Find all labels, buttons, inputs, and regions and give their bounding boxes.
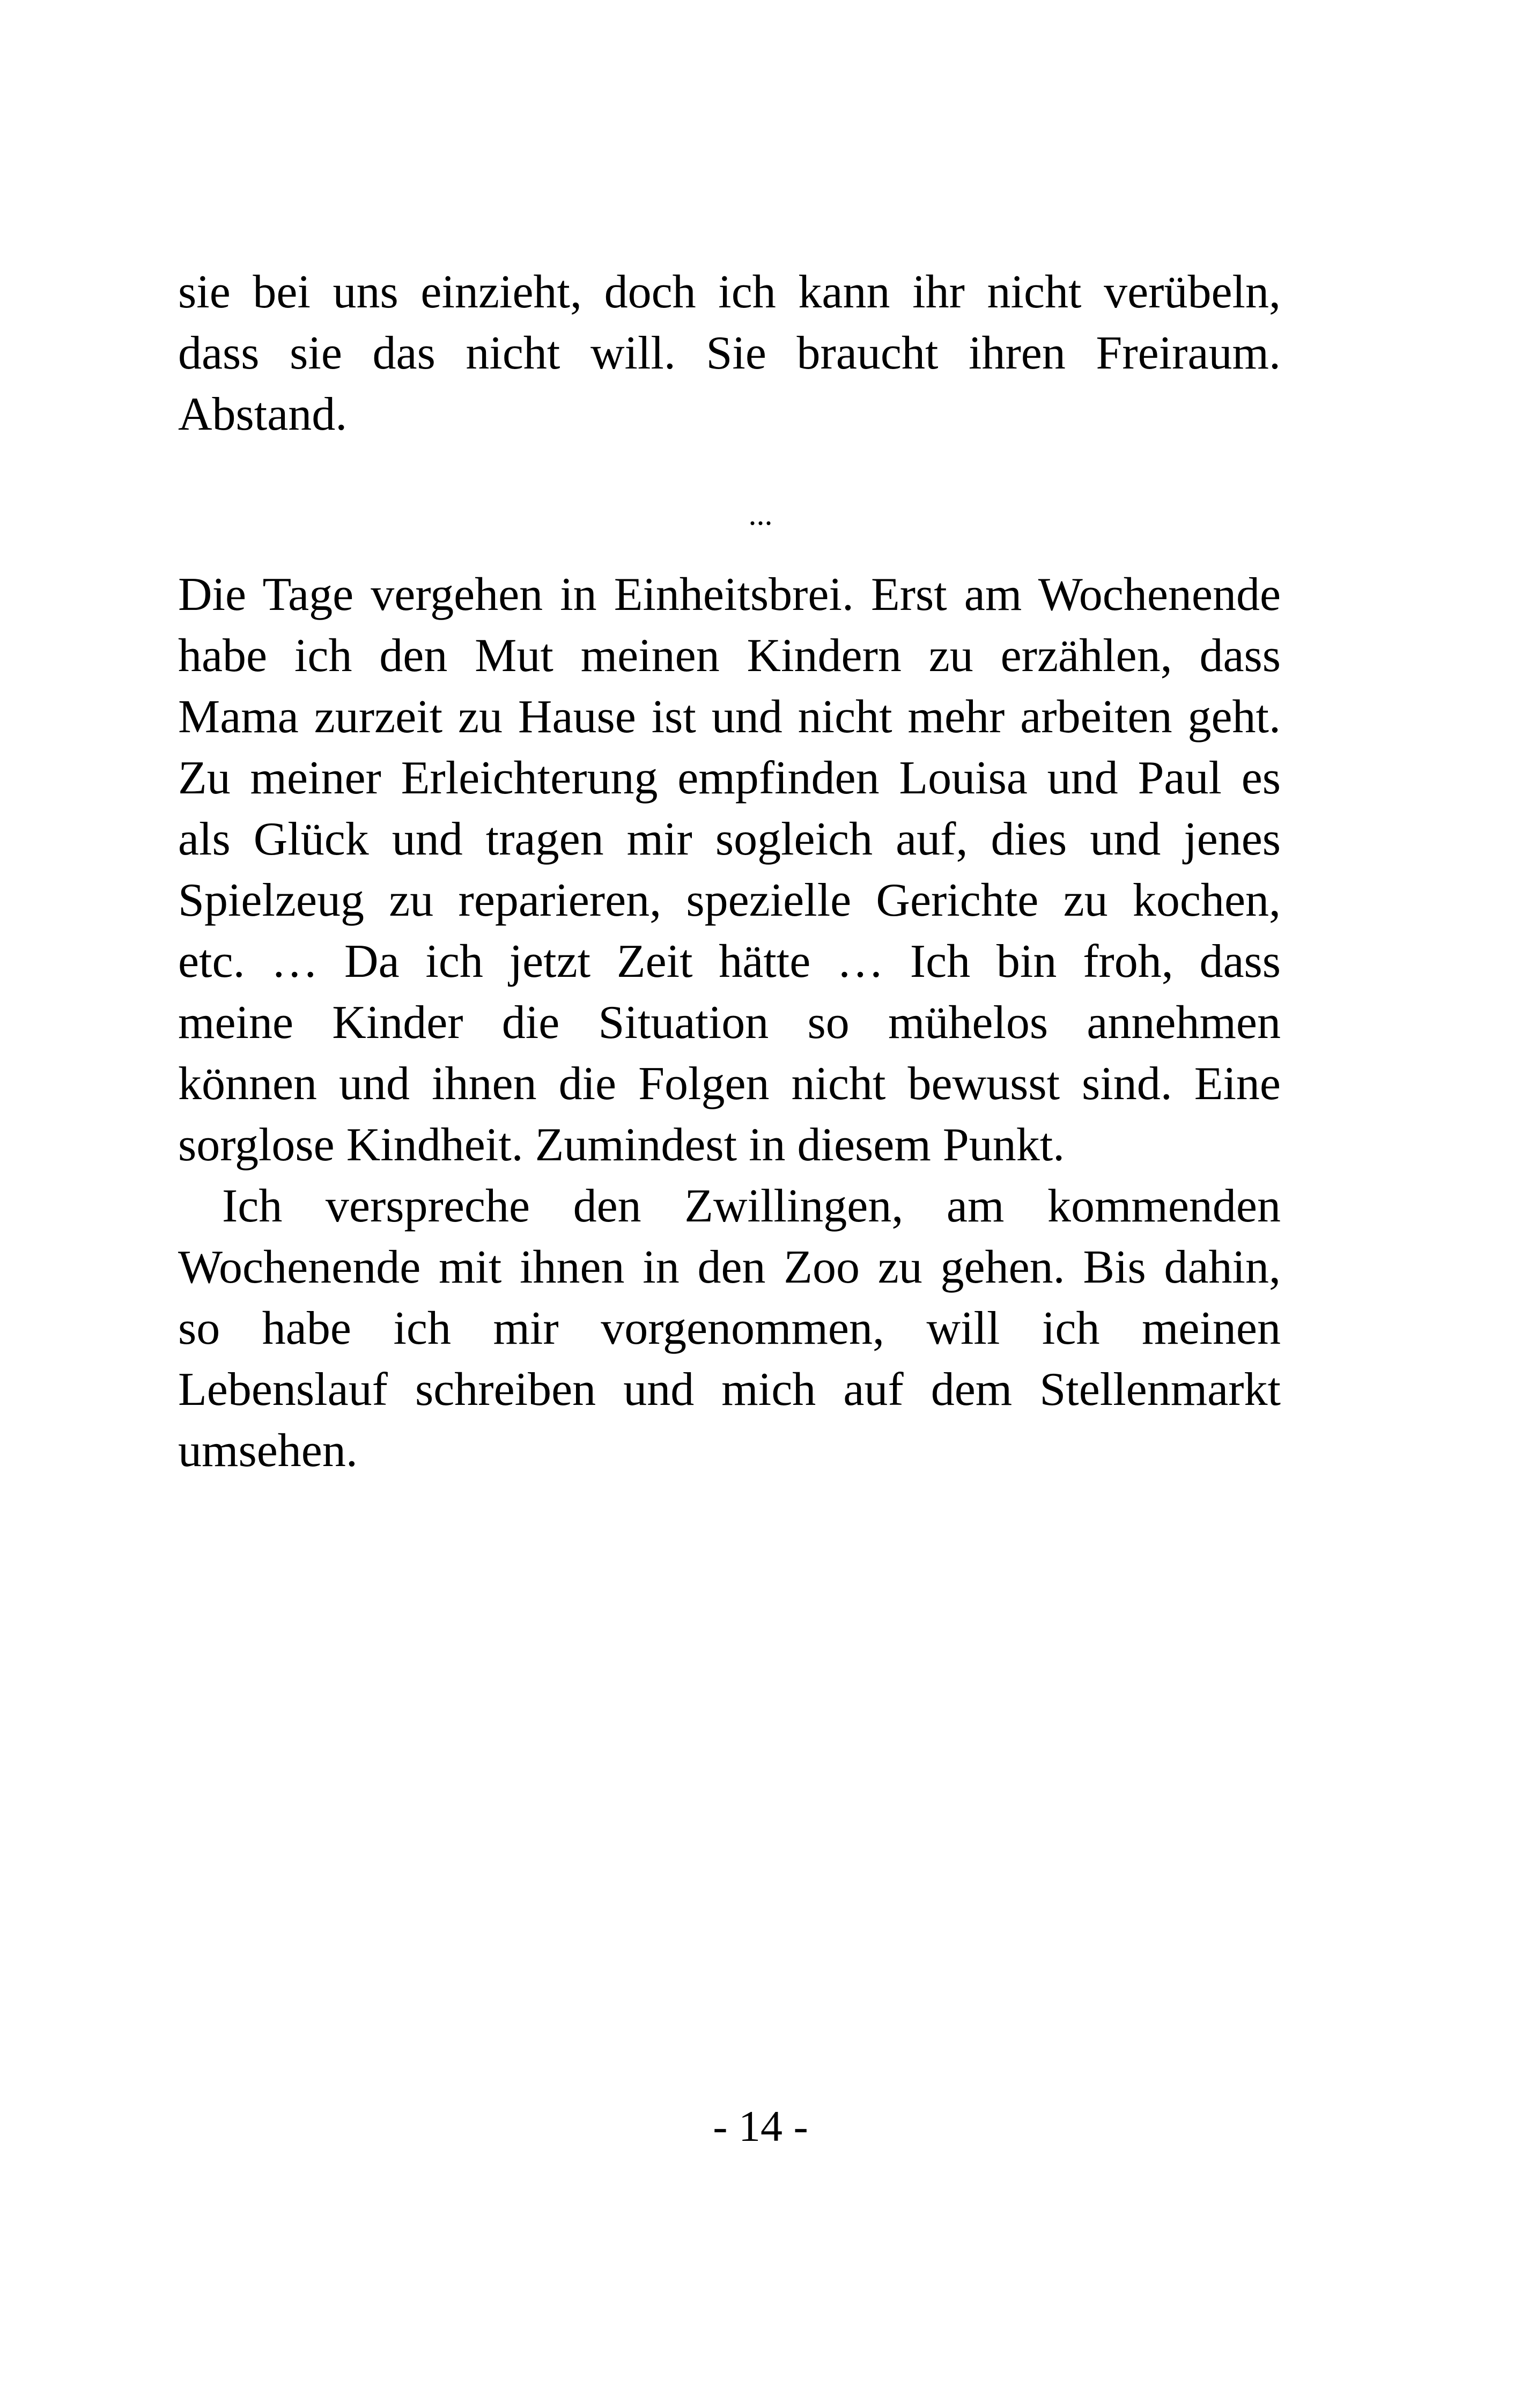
- text-line: Die Tage vergehen in Einheitsbrei. Erst am Wochenende: [178, 569, 1281, 621]
- text-line: sie bei uns einzieht, doch ich kann ihr nicht verübeln,: [178, 266, 1281, 318]
- text-line: etc. … Da ich jetzt Zeit hätte … Ich bin froh, dass: [178, 936, 1281, 988]
- text-line: Mama zurzeit zu Hause ist und nicht mehr arbeiten geht.: [178, 691, 1281, 743]
- paragraph-continuation: [178, 262, 1281, 445]
- text-line: sorglose Kindheit. Zumindest in diesem Punkt.: [178, 1119, 1065, 1171]
- text-line: dass sie das nicht will. Sie braucht ihren Freiraum.: [178, 327, 1281, 379]
- text-line: Ich verspreche den Zwillingen, am kommenden: [222, 1180, 1281, 1232]
- text-line: habe ich den Mut meinen Kindern zu erzählen, dass: [178, 630, 1281, 682]
- text-line: so habe ich mir vorgenommen, will ich meinen: [178, 1302, 1281, 1354]
- text-line: als Glück und tragen mir sogleich auf, dies und jenes: [178, 813, 1281, 865]
- text-line: Abstand.: [178, 388, 348, 440]
- text-line: meine Kinder die Situation so mühelos annehmen: [178, 997, 1281, 1049]
- text-line: Spielzeug zu reparieren, spezielle Gerichte zu kochen,: [178, 874, 1281, 926]
- text-line: Lebenslauf schreiben und mich auf dem Stellenmarkt: [178, 1364, 1281, 1416]
- text-line: Zu meiner Erleichterung empfinden Louisa und Paul es: [178, 752, 1281, 804]
- paragraph-days: [178, 564, 1281, 1176]
- text-line: können und ihnen die Folgen nicht bewusst sind. Eine: [178, 1058, 1281, 1110]
- paragraph-zoo: [178, 1176, 1281, 1482]
- text-line: Wochenende mit ihnen in den Zoo zu gehen. Bis dahin,: [178, 1241, 1281, 1293]
- section-separator: ...: [748, 496, 773, 532]
- page-number: - 14 -: [713, 2102, 808, 2151]
- text-line: umsehen.: [178, 1425, 358, 1477]
